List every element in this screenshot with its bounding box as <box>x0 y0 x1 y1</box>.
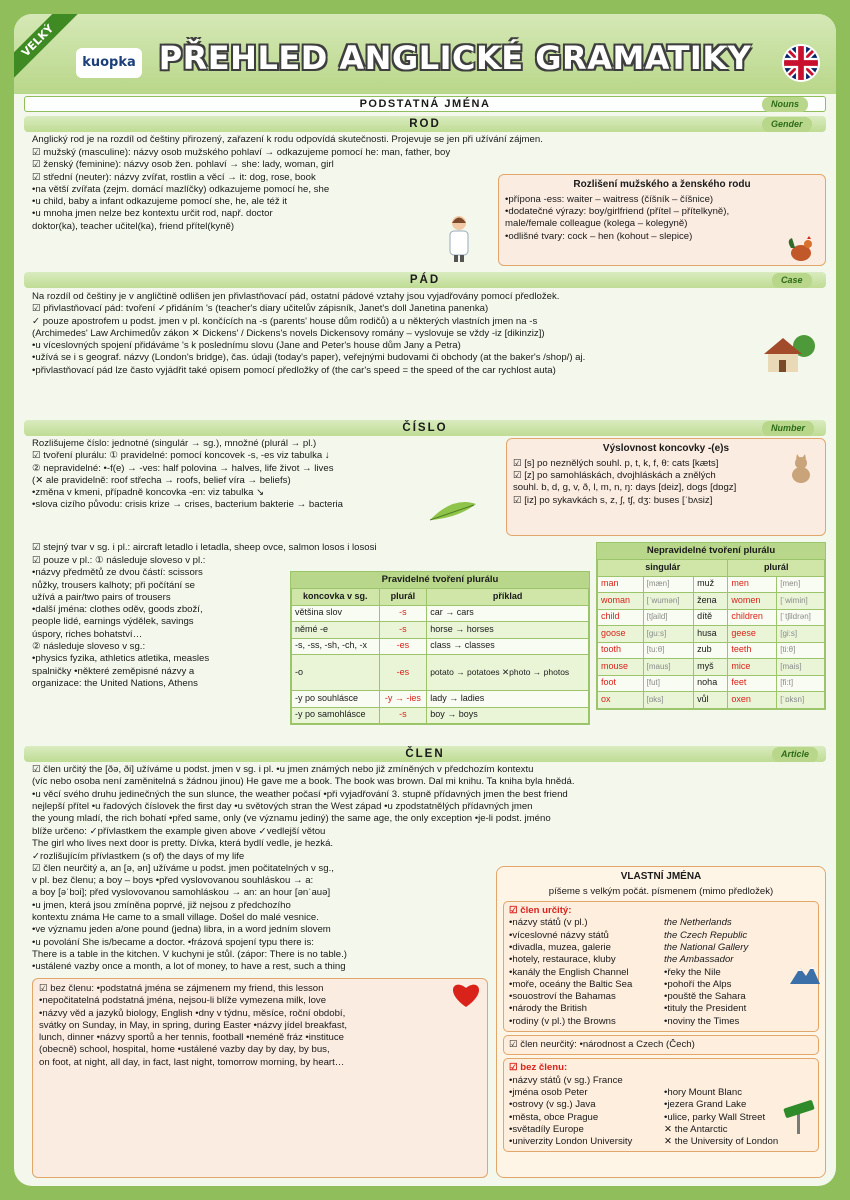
table-row: foot [fut] noha feet [fi:t] <box>598 675 825 692</box>
uk-flag-icon <box>782 44 820 82</box>
doctor-illustration <box>444 214 474 262</box>
publisher-logo: kuopka <box>76 48 142 78</box>
table-row: woman [ˈwumən] žena women [ˈwimin] <box>598 593 825 610</box>
gender-rules: ☑ mužský (masculine): názvy osob mužského pohlaví → odkazujeme pomocí he: man, father, boy ☑ ženský (feminine): názvy osob žen. pohlaví → she: lady, woman, girl ☑ střední (neuter): názvy zvířat, rostlin a věcí → it: dog, rose, book •na větší zvířata (zejm. domácí mazlíčky) odkazujeme pomocí he, she •u child, baby a infant odkazujeme pomocí she, he, ale též it •u mnoha jmen nelze bez kontextu určit rod, např. doctor doktor(ka), teacher učitel(ka), friend přítel(kyně) <box>32 147 451 232</box>
table-row: man [mæn] muž men [men] <box>598 576 825 593</box>
cheat-sheet <box>14 14 836 1186</box>
section-title-article: ČLEN <box>24 746 826 762</box>
irregular-plural-table: Nepravidelné tvoření plurálu singulár plurál man [mæn] muž men [men] woman [ˈwumən] žena women [ˈwimin] child [tʃaild] dítě children [ˈtʃildrən] goose [gu:s] husa geese [gi:s] tooth [tu:θ] zub teeth [ti:θ] mouse [maus] myš mice [mais] foot [fut] noha feet [fi:t] ox [ɒks] vůl oxen [ˈɒksn] <box>596 542 826 710</box>
pronunciation-box: Výslovnost koncovky -(e)s ☑ [s] po neznělých souhl. p, t, k, f, θ: cats [kæts] ☑ [z] po samohláskách, dvojhláskách a znělých souhl. b, d, g, v, ð, l, m, n, ŋ: days [deiz], dogs [dɒgz] ☑ [iz] po sykavkách s, z, ʃ, tʃ, dʒ: buses [ˈbʌsiz] <box>506 438 826 536</box>
table-row: tooth [tu:θ] zub teeth [ti:θ] <box>598 642 825 659</box>
proper-names-no-article: ☑ bez členu: •názvy států (v sg.) France •jména osob Peter •ostrovy (v sg.) Java •města, obce Prague •světadíly Europe •univerzity London University •hory Mount Blanc •jezera Grand Lake •ulice, parky Wall Street ✕ the Antarctic ✕ the University of London <box>503 1058 819 1152</box>
number-plural-only: ☑ pouze v pl.: ① následuje sloveso v pl.: •názvy předmětů ze dvou částí: scissors nůžky, trousers kalhoty; při počítání se užívá a pair/two pairs of trousers •další jména: clothes oděv, goods zboží, people lidé, earnings výdělek, savings úspory, riches bohatství… ② následuje sloveso v sg.: •physics fyzika, athletics atletika, measles spalničky •některé zeměpisné názvy a organizace: the United Nations, Athens <box>32 555 210 689</box>
number-rules: Rozlišujeme číslo: jednotné (singulár → sg.), množné (plurál → pl.) ☑ tvoření plurálu: ① pravidelné: pomocí koncovek -s, -es viz tabulka ↓ ② nepravidelné: •-f(e) → -ves: half polovina → halves, life život → lives (✕ ale pravidelně: roof střecha → roofs, belief víra → beliefs) •změna v kmeni, případně koncovka -en: viz tabulka ↘ •slova cizího původu: crisis krize → crises, bacterium bakterie → bacteria <box>32 438 344 511</box>
mountain-icon <box>790 962 820 984</box>
number-same-form: ☑ stejný tvar v sg. i pl.: aircraft letadlo i letadla, sheep ovce, salmon losos i lososi <box>32 542 377 553</box>
proper-names-definite: ☑ člen určitý: •názvy států (v pl.) •víceslovné názvy států •divadla, muzea, galerie •hotely, restaurace, kluby •kanály the English Channel •moře, oceány the Baltic Sea •souostroví the Bahamas •národy the British •rodiny (v pl.) the Browns the Netherlands the Czech Republic the National Gallery the Ambassador •řeky the Nile •pohoří the Alps •pouště the Sahara •tituly the President •noviny the Times <box>503 901 819 1032</box>
case-rules: Na rozdíl od češtiny je v angličtině odlišen jen přivlastňovací pád, ostatní pádové vztahy jsou vyjadřovány pomocí předložek. ☑ přivlastňovací pád: tvoření ✓přidáním 's (teacher's diary učitelův zápisník, Janet's doll Janetina panenka) ✓ pouze apostrofem u podst. jmen v pl. končících na -s (parents' house dům rodičů) a u některých vlastních jmen na -s (Archimedes' Law Archimedův zákon ✕ Dickens' / Dickens's novels Dickensovy romány – vyslovuje se vždy -iz [dikinziz]) •u víceslovných spojení přidáváme 's k poslednímu slovu (Jane and Peter's house dům Jany a Petra) •užívá se i s geograf. názvy (London's bridge), čas. údaji (today's paper), veřejnými budovami či obchody (at the baker's /shop/) aj. •přivlastňovací pád lze často vyjádřit také opisem pomocí předložky of (the car's speed = the speed of the car rychlost auta) <box>32 291 586 376</box>
header <box>14 14 836 94</box>
number-tag: Number <box>762 421 814 436</box>
regular-plural-grid: koncovka v sg. plurál příklad většina slov -s car → cars němé -e -s horse → horses -s, -ss, -sh, -ch, -x -es class → classes -o -es potato → potatoes ✕photo → photos -y po souhlásce -y → -ies lady → ladies -y po samohlásce -s boy → boys <box>291 588 589 724</box>
article-definite-rules: ☑ člen určitý the [ðə, ði] užíváme u podst. jmen v sg. i pl. •u jmen známých nebo již zmíněných v předchozím kontextu (víc nebo osoba není zaměnitelná s žádnou jinou) He gave me a book. The book was brown. Dal mi knihu. Ta kniha byla hnědá. •u věcí svého druhu jedinečných the sun slunce, the weather počasí •při vyjadřování 3. stupně přídavných jmen the best friend nejlepší přítel •u řadových číslovek the first day •u světových stran the West západ •u zpodstatnělých přídavných jmen the young mladí, the rich bohatí •před same, only (ve významu jediný) the same age, the only exception •je-li podst. jméno <box>32 764 575 825</box>
gender-tag: Gender <box>762 117 812 132</box>
irregular-plural-grid: singulár plurál man [mæn] muž men [men] woman [ˈwumən] žena women [ˈwimin] child [tʃaild] dítě children [ˈtʃildrən] goose [gu:s] husa geese [gi:s] tooth [tu:θ] zub teeth [ti:θ] mouse [maus] myš mice [mais] foot [fut] noha feet [fi:t] ox [ɒks] vůl oxen [ˈɒksn] <box>597 559 825 709</box>
page-title: PŘEHLED ANGLICKÉ GRAMATIKY <box>158 39 752 77</box>
table-row: goose [gu:s] husa geese [gi:s] <box>598 626 825 643</box>
table-row: -s, -ss, -sh, -ch, -x -es class → classes <box>292 638 589 655</box>
section-title-case: PÁD <box>24 272 826 288</box>
table-row: mouse [maus] myš mice [mais] <box>598 659 825 676</box>
table-row: němé -e -s horse → horses <box>292 622 589 639</box>
table-row: -y po samohlásce -s boy → boys <box>292 707 589 724</box>
table-row: -o -es potato → potatoes ✕photo → photos <box>292 655 589 691</box>
table-row: ox [ɒks] vůl oxen [ˈɒksn] <box>598 692 825 709</box>
nouns-tag: Nouns <box>762 97 808 112</box>
case-tag: Case <box>772 273 812 288</box>
proper-names-indefinite: ☑ člen neurčitý: •národnost a Czech (Čech) <box>503 1035 819 1055</box>
gender-distinction-box: Rozlišení mužského a ženského rodu •přípona -ess: waiter – waitress (číšník – číšnice) •dodatečné výrazy: boy/girlfriend (přítel – přítelkyně), male/female colleague (kolega – kolegyně) •odlišné tvary: cock – hen (kohout – slepice) <box>498 174 826 266</box>
proper-names-box: VLASTNÍ JMÉNA píšeme s velkým počát. písmenem (mimo předložek) ☑ člen určitý: •názvy států (v pl.) •víceslovné názvy států •divadla, muzea, galerie •hotely, restaurace, kluby •kanály the English Channel •moře, oceány the Baltic Sea •souostroví the Bahamas •národy the British •rodiny (v pl.) the Browns the Netherlands the Czech Republic the National Gallery the Ambassador •řeky the Nile •pohoří the Alps •pouště the Sahara •tituly the President •noviny the Times ☑ člen neurčitý: •národnost a Czech (Čech) ☑ bez členu: •názvy států (v sg.) France •jména osob Peter •ostrovy (v sg.) Java •města, obce Prague •světadíly Europe •univerzity London University •hory Mount Blanc •jezera Grand Lake •ulice, parky Wall Street ✕ the Antarctic ✕ the University of London <box>496 866 826 1178</box>
feather-illustration <box>428 500 478 522</box>
heart-icon <box>450 982 482 1008</box>
article-rules-left: blíže určeno: ✓přívlastkem the example given above ✓vedlejší větou The girl who lives next door is pretty. Dívka, která bydlí vedle, je hezká. ✓rozlišujícím přívlastkem (s of) the days of my life ☑ člen neurčitý a, an [ə, ən] užíváme u podst. jmen počitatelných v sg., v pl. bez členu; a boy – boys •před vyslovovanou souhláskou → a: a boy [əˈbɔi]; před vyslovovanou samohláskou → an: an hour [ənˈauə] •u jmen, která jsou zmíněna poprvé, již nejsou z předchozího kontextu známa He came to a small village. Došel do malé vesnice. •ve významu jeden a/one pound (jedna) libra, in a word jedním slovem •u povolání She is/became a doctor. •frázová spojení typu there is: There is a table in the kitchen. V kuchyni je stůl. (zápor: There is no table.) •ustálené vazby once a month, a lot of money, to have a rest, such a thing <box>32 826 347 973</box>
section-title-gender: ROD <box>24 116 826 132</box>
table-row: child [tʃaild] dítě children [ˈtʃildrən] <box>598 609 825 626</box>
road-sign-icon <box>782 1100 816 1134</box>
table-row: -y po souhlásce -y → -ies lady → ladies <box>292 691 589 708</box>
gender-intro: Anglický rod je na rozdíl od češtiny přirozený, zařazení k rodu odpovídá skutečnosti. Projevuje se jen při užívání zájmen. <box>32 134 543 145</box>
table-row: většina slov -s car → cars <box>292 605 589 622</box>
cat-illustration <box>788 454 814 484</box>
house-illustration <box>762 332 816 374</box>
section-title-nouns: PODSTATNÁ JMÉNA <box>24 96 826 112</box>
article-tag: Article <box>772 747 818 762</box>
section-title-number: ČÍSLO <box>24 420 826 436</box>
article-none-box: ☑ bez členu: •podstatná jména se zájmenem my friend, this lesson •nepočitatelná podstatná jména, nejsou-li blíže vymezena milk, love •názvy věd a jazyků biology, English •dny v týdnu, měsíce, roční období, svátky on Sunday, in May, in spring, during Easter •názvy jídel breakfast, lunch, dinner •názvy sportů a her tennis, football •neméně fráz •instituce (obecně) school, hospital, home •ustálené vazby day by day, by bus, on foot, at night, all day, in fact, last night, tomorrow morning, by heart… <box>32 978 488 1178</box>
rooster-illustration <box>786 236 816 264</box>
size-ribbon: VELKÝ <box>14 14 78 81</box>
regular-plural-table: Pravidelné tvoření plurálu koncovka v sg. plurál příklad většina slov -s car → cars němé -e -s horse → horses -s, -ss, -sh, -ch, -x -es class → classes -o -es potato → potatoes ✕photo → photos -y po souhlásce -y → -ies lady → ladies -y po samohlásce -s boy → boys <box>290 571 590 725</box>
